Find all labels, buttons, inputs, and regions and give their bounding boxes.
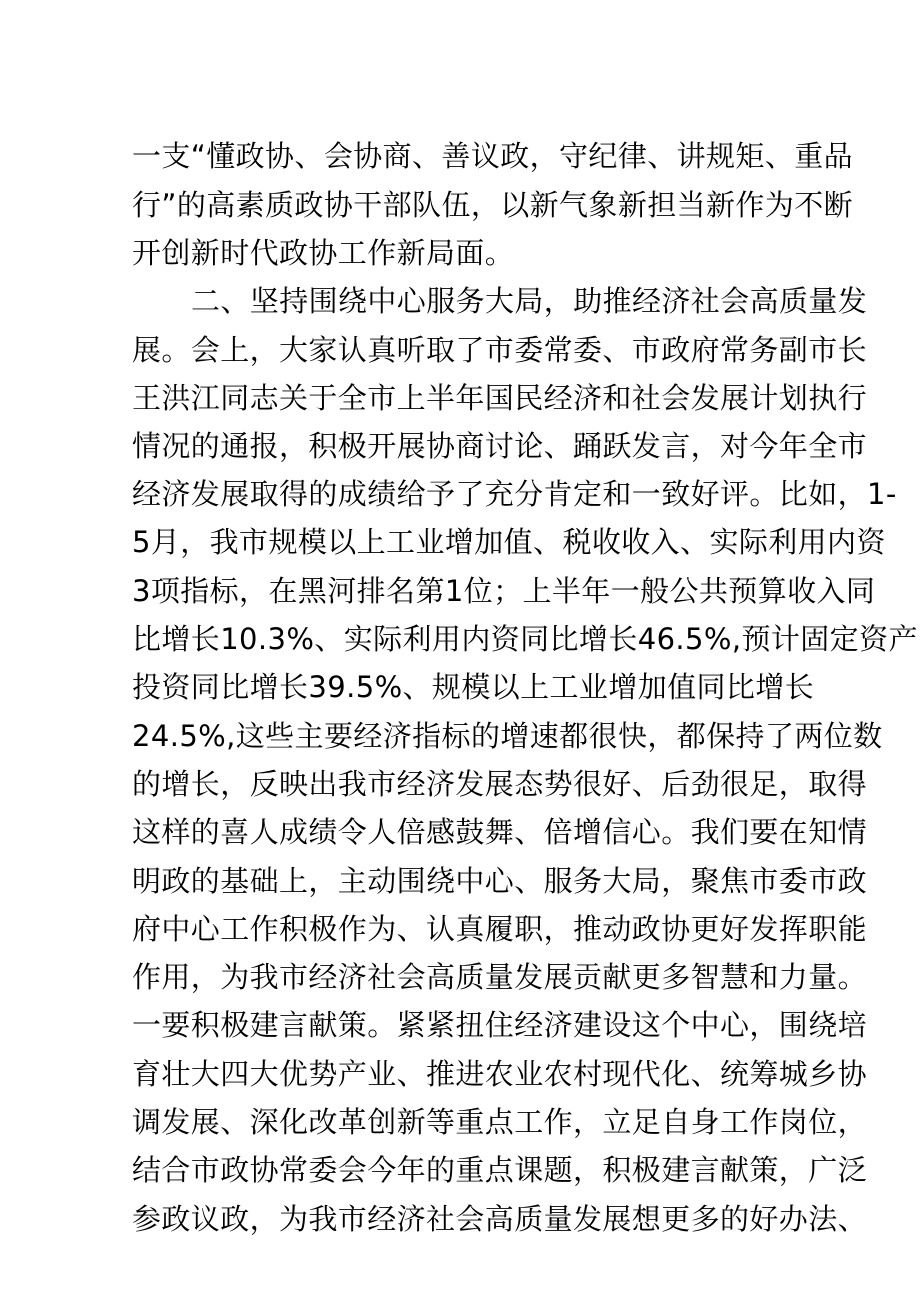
text-line-17: 府中心工作积极作为、认真履职，推动政协更好发挥职能	[132, 912, 868, 946]
text-line-4: 二、坚持围绕中心服务大局，助推经济社会高质量发	[191, 284, 868, 318]
text-line-1: 一支“懂政协、会协商、善议政，守纪律、讲规矩、重品	[132, 139, 854, 173]
text-line-15: 这样的喜人成绩令人倍感鼓舞、倍增信心。我们要在知情	[132, 815, 868, 849]
text-line-2: 行”的高素质政协干部队伍，以新气象新担当新作为不断	[132, 188, 854, 222]
text-line-11: 比增长10.3%、实际利用内资同比增长46.5%,预计固定资产	[132, 622, 918, 656]
text-line-3: 开创新时代政协工作新局面。	[132, 236, 515, 270]
text-line-12: 投资同比增长39.5%、规模以上工业增加值同比增长	[132, 670, 815, 704]
text-line-21: 调发展、深化改革创新等重点工作，立足自身工作岗位，	[132, 1105, 868, 1139]
text-line-6: 王洪江同志关于全市上半年国民经济和社会发展计划执行	[132, 381, 868, 415]
text-line-18: 作用，为我市经济社会高质量发展贡献更多智慧和力量。	[132, 960, 868, 994]
text-line-16: 明政的基础上，主动围绕中心、服务大局，聚焦市委市政	[132, 864, 868, 898]
text-line-5: 展。会上，大家认真听取了市委常委、市政府常务副市长	[132, 333, 868, 367]
text-line-7: 情况的通报，积极开展协商讨论、踊跃发言，对今年全市	[132, 429, 868, 463]
text-line-13: 24.5%,这些主要经济指标的增速都很快，都保持了两位数	[132, 719, 883, 753]
text-line-23: 参政议政，为我市经济社会高质量发展想更多的好办法、	[132, 1202, 868, 1236]
text-line-10: 3项指标，在黑河排名第1位；上半年一般公共预算收入同	[132, 574, 876, 608]
text-line-14: 的增长，反映出我市经济发展态势很好、后劲很足，取得	[132, 767, 868, 801]
text-line-9: 5月，我市规模以上工业增加值、税收收入、实际利用内资	[132, 525, 886, 559]
text-line-19: 一要积极建言献策。紧紧扭住经济建设这个中心，围绕培	[132, 1008, 868, 1042]
text-line-22: 结合市政协常委会今年的重点课题，积极建言献策，广泛	[132, 1153, 868, 1187]
text-line-8: 经济发展取得的成绩给予了充分肯定和一致好评。比如，1-	[132, 477, 897, 511]
text-line-20: 育壮大四大优势产业、推进农业农村现代化、统筹城乡协	[132, 1057, 868, 1091]
